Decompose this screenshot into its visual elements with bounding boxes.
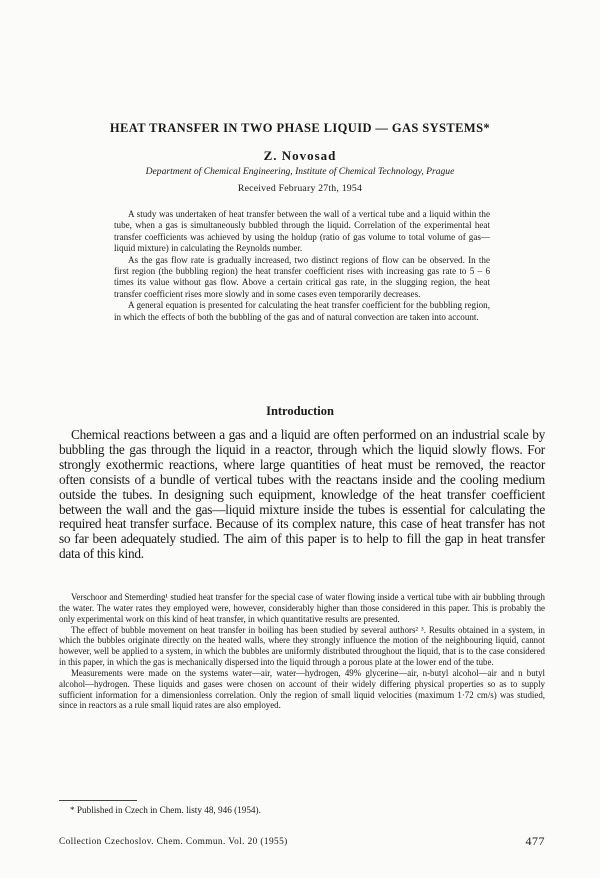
- page-number: 477: [525, 834, 545, 848]
- introduction-paragraph: Chemical reactions between a gas and a liquid are often performed on an industrial scale by bubbling the gas through the liquid in a reactor, through which the liquid slowly flows. For strongly exothermic reactions, where large quantities of heat must be removed, the reactor often consists of a bundle of vertical tubes with the reactans inside and the cooling medium outside the tubes. In designing such equipment, knowledge of the heat transfer coefficient between the wall and the gas—liquid mixture inside the tubes is essential for calculating the required heat transfer surface. Because of its complex nature, this case of heat transfer has not so far been adequately studied. The aim of this paper is to help to fill the gap in heat transfer data of this kind.: [59, 427, 545, 562]
- body-text: [59, 592, 545, 711]
- journal-citation: Collection Czechoslov. Chem. Commun. Vol. 20 (1955): [59, 837, 288, 847]
- paper-title: HEAT TRANSFER IN TWO PHASE LIQUID — GAS SYSTEMS*: [109, 121, 491, 135]
- body-paragraph: The effect of bubble movement on heat transfer in boiling has been studied by several authors² ³. Results obtained in a system, in which the bubbles originate directly on the heated walls, where they strongly influence the motion of the neighbouring liquid, cannot however, well be applied to a system, in which the bubbles are uniformly distributed throughout the liquid, that is to the case considered in this paper, in which the gas is mechanically dispersed into the liquid through a porous plate at the lower end of the tube.: [59, 624, 545, 668]
- section-heading: Introduction: [266, 404, 334, 418]
- author-name: Z. Novosad: [263, 148, 337, 163]
- received-date: Received February 27th, 1954: [237, 183, 363, 194]
- body-paragraph: Measurements were made on the systems water—air, water—hydrogen, 49% glycerine—air, n-butyl alcohol—air and n butyl alcohol—hydrogen. These liquids and gases were chosen on account of their widely differing physical properties so as to supply sufficient information for a dimensionless correlation. Only the region of small liquid velocities (maximum 1·72 cm/s) was studied, since in reactors as a rule small liquid rates are also employed.: [59, 667, 545, 711]
- footnote: * Published in Czech in Chem. listy 48, 946 (1954).: [70, 805, 261, 815]
- abstract-paragraph: A general equation is presented for calculating the heat transfer coefficient for the bubbling region, in which the effects of both the bubbling of the gas and of natural convection are taken into account.: [114, 300, 490, 322]
- abstract: [114, 209, 490, 323]
- abstract-paragraph: A study was undertaken of heat transfer between the wall of a vertical tube and a liquid within the tube, when a gas is simultaneously bubbled through the liquid. Correlation of the experimental heat transfer coefficients was achieved by using the holdup (ratio of gas volume to total volume of gas—liquid mixture) in calculating the Reynolds number.: [114, 209, 490, 254]
- abstract-paragraph: As the gas flow rate is gradually increased, two distinct regions of flow can be observed. In the first region (the bubbling region) the heat transfer coefficient rises with increasing gas rate to 5 – 6 times its value without gas flow. Above a certain critical gas rate, in the slugging region, the heat transfer coefficient rises more slowly and in some cases even temporarily decreases.: [114, 254, 490, 299]
- introduction: [59, 428, 545, 562]
- footnote-divider: [59, 800, 137, 801]
- author-affiliation: Department of Chemical Engineering, Institute of Chemical Technology, Prague: [145, 166, 455, 177]
- body-paragraph: Verschoor and Stemerding¹ studied heat transfer for the special case of water flowing inside a vertical tube with air bubbling through the water. The water rates they employed were, however, considerably higher than those considered in this paper. This is probably the only experimental work on this kind of heat transfer, in which quantitative results are presented.: [59, 592, 545, 624]
